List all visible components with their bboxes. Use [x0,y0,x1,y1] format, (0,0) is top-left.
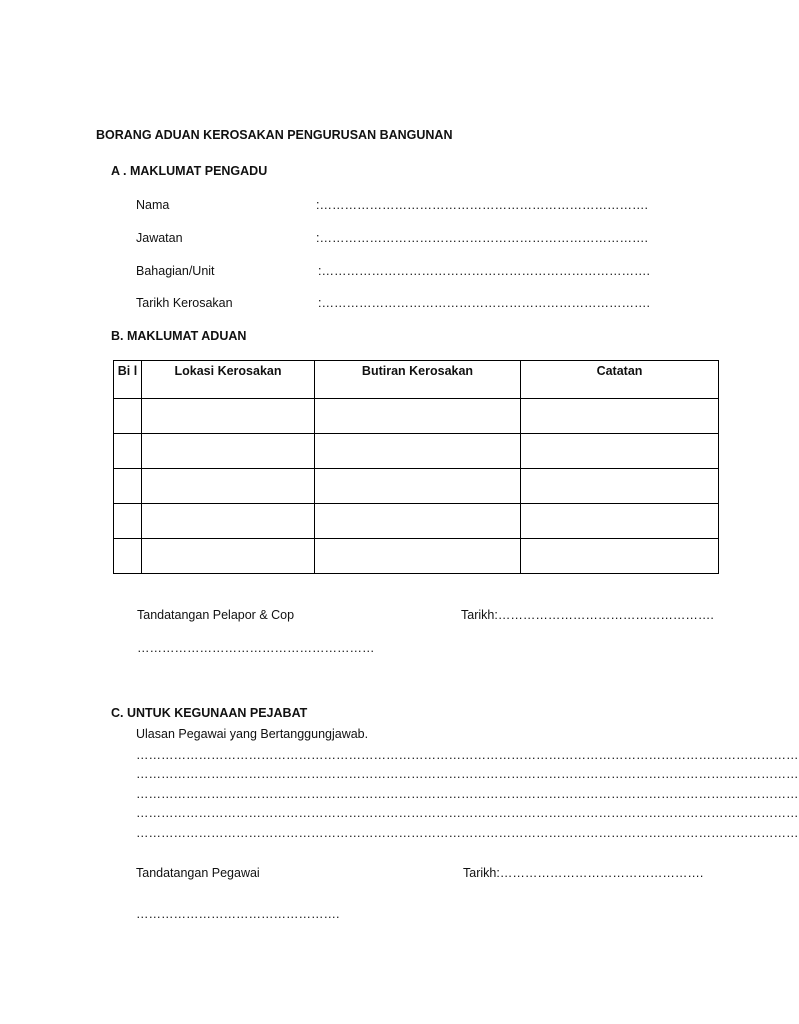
table-cell[interactable] [114,469,142,504]
table-row [114,469,719,504]
reporter-date-field[interactable]: Tarikh:……………………………………………. [461,608,714,622]
field-value-tarikh-kerosakan[interactable]: :……………………………………………………………………. [318,296,650,310]
column-header-butiran: Butiran Kerosakan [315,361,521,399]
table-cell[interactable] [315,504,521,539]
table-cell[interactable] [315,539,521,574]
table-cell[interactable] [315,399,521,434]
table-cell[interactable] [315,469,521,504]
field-value-bahagian[interactable]: :……………………………………………………………………. [318,264,650,278]
table-row [114,504,719,539]
column-header-catatan: Catatan [521,361,719,399]
table-cell[interactable] [521,469,719,504]
field-value-nama[interactable]: :……………………………………………………………………. [316,198,648,212]
field-value-jawatan[interactable]: :……………………………………………………………………. [316,231,648,245]
table-row [114,434,719,469]
table-cell[interactable] [315,434,521,469]
column-header-lokasi: Lokasi Kerosakan [142,361,315,399]
table-cell[interactable] [142,399,315,434]
table-cell[interactable] [142,434,315,469]
reporter-signature-label: Tandatangan Pelapor & Cop [137,608,295,622]
field-label-bahagian: Bahagian/Unit [136,264,215,278]
table-cell[interactable] [114,539,142,574]
section-a-heading: A . MAKLUMAT PENGADU [111,164,268,178]
table-row [114,399,719,434]
reporter-signature-line[interactable]: ………………………………………………… [137,641,375,655]
table-cell[interactable] [114,504,142,539]
section-c-heading: C. UNTUK KEGUNAAN PEJABAT [111,706,308,720]
table-cell[interactable] [114,399,142,434]
form-title: BORANG ADUAN KEROSAKAN PENGURUSAN BANGUNAN [96,128,453,142]
complaint-table [113,360,719,574]
table-cell[interactable] [521,539,719,574]
comment-line[interactable]: …………………………………………………………………………………………………………………………………………… [136,748,799,762]
section-c-subheading: Ulasan Pegawai yang Bertanggungjawab. [136,727,369,741]
section-b-heading: B. MAKLUMAT ADUAN [111,329,247,343]
comment-line[interactable]: …………………………………………………………………………………………………………………………………………… [136,826,799,840]
field-label-nama: Nama [136,198,170,212]
table-row [114,539,719,574]
table-cell[interactable] [142,504,315,539]
table-cell[interactable] [521,434,719,469]
table-cell[interactable] [521,504,719,539]
officer-signature-line[interactable]: …………………………………………. [136,907,340,921]
table-cell[interactable] [142,539,315,574]
comment-line[interactable]: …………………………………………………………………………………………………………………………………………… [136,787,799,801]
table-cell[interactable] [521,399,719,434]
officer-signature-label: Tandatangan Pegawai [136,866,260,880]
field-label-tarikh-kerosakan: Tarikh Kerosakan [136,296,233,310]
column-header-bil: Bi l [114,361,142,399]
comment-line[interactable]: …………………………………………………………………………………………………………………………………………… [136,767,799,781]
field-label-jawatan: Jawatan [136,231,183,245]
comment-line[interactable]: …………………………………………………………………………………………………………………………………………… [136,806,799,820]
table-cell[interactable] [142,469,315,504]
officer-date-field[interactable]: Tarikh:…………………………………………. [463,866,704,880]
table-cell[interactable] [114,434,142,469]
